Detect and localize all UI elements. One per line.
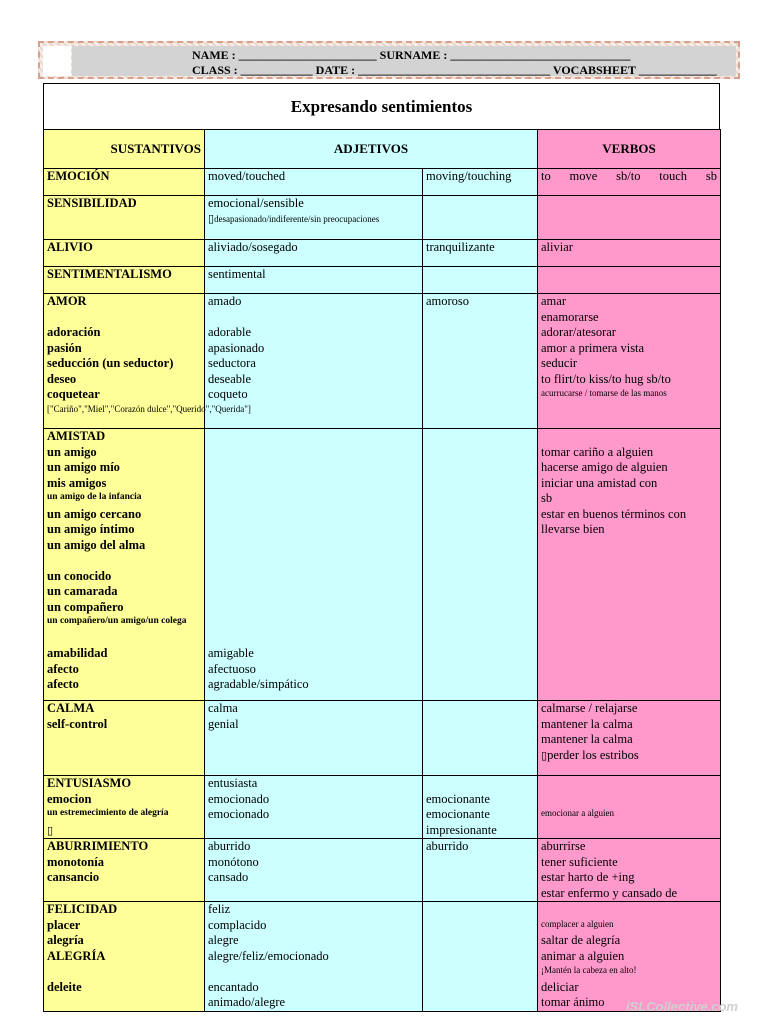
noun-cell [44,902,205,1012]
noun-line: un amigo [47,444,97,459]
adjective-line: encantado [208,979,259,994]
adjective-alt-cell [423,429,538,701]
watermark: iSLCollective.com [626,999,738,1014]
verb-line: deliciar [541,979,579,994]
table-row [44,776,721,839]
noun-cell [44,267,205,294]
noun-line: AMOR [47,294,87,308]
verb-line: estar harto de +ing [541,870,635,884]
adjective-line: feliz [208,902,231,916]
noun-line: un conocido [47,568,112,583]
adjective-alt-cell [423,196,538,240]
adjective-line: amigable [208,646,254,660]
verb-cell [538,267,721,294]
noun-line: placer [47,917,81,932]
adjective-alt-line: aburrido [426,839,469,853]
page-title: Expresando sentimientos [43,83,720,130]
adjective-alt-cell [423,267,538,294]
adjective-line: alegre/feliz/emocionado [208,948,329,963]
table-row [44,839,721,902]
adjective-line: coqueto [208,387,248,401]
adjective-line [208,600,419,616]
noun-line: afecto [47,661,79,676]
verb-line: enamorarse [541,309,599,324]
noun-line [47,964,201,980]
adjective-line [208,522,419,538]
noun-line: ["Cariño","Miel","Corazón dulce","Querido","Querida"] [47,403,251,414]
noun-line: adoración [47,325,101,339]
noun-line: alegría [47,933,84,947]
verb-line: to flirt/to kiss/to hug sb/to [541,371,671,386]
noun-line: deleite [47,979,82,994]
adjective-line: amado [208,294,242,308]
verb-cell [538,776,721,839]
adjective-line: monótono [208,854,259,869]
noun-cell [44,169,205,196]
verb-cell [538,294,721,429]
adjective-alt-line: impresionante [426,822,497,837]
verb-cell [538,429,721,701]
noun-line: coquetear [47,387,100,401]
noun-line: self-control [47,716,108,731]
noun-cell [44,429,205,701]
noun-line: cansancio [47,870,100,884]
noun-line: un amigo del alma [47,537,146,552]
noun-cell [44,196,205,240]
noun-cell [44,776,205,839]
header-line-class: CLASS : ____________ DATE : ________________________________ VOCABSHEET _____________ [192,63,717,77]
adjective-line [208,553,419,569]
table-row [44,294,721,429]
column-header-adjetivos: ADJETIVOS [205,130,538,169]
noun-line: un compañero [47,599,124,614]
adjective-line: aliviado/sosegado [208,240,298,254]
noun-line: amabilidad [47,646,108,660]
verb-cell [538,240,721,267]
adjective-line: emocional/sensible [208,196,304,210]
noun-line: seducción (un seductor) [47,356,174,370]
table-row [44,701,721,776]
adjective-alt-cell [423,776,538,839]
adjective-alt-cell [423,839,538,902]
verb-line: animar a alguien [541,948,625,963]
adjective-line: calma [208,701,238,715]
verb-line: emocionar a alguien [541,808,614,818]
adjective-line [208,445,419,461]
adjective-line: deseable [208,371,252,386]
adjective-line [208,964,419,980]
column-header-sustantivos: SUSTANTIVOS [44,130,205,169]
verb-cell [538,701,721,776]
table-row [44,902,721,1012]
verb-line: complacer a alguien [541,918,614,929]
noun-cell [44,839,205,902]
adjective-line: moved/touched [208,169,286,183]
adjective-line [208,569,419,585]
noun-line: CALMA [47,701,95,715]
table-row [44,169,721,196]
adjective-line: sentimental [208,267,266,281]
verb-line: tener suficiente [541,854,618,869]
noun-line: un estremecimiento de alegría [47,808,169,818]
adjective-line [208,310,419,326]
adjective-alt-line: tranquilizante [426,240,495,254]
adjective-alt-line: moving/touching [426,169,512,183]
verb-line [541,792,717,808]
noun-line: un amigo mío [47,460,120,474]
adjective-line [208,429,419,445]
verb-cell [538,839,721,902]
noun-line [47,823,201,839]
adjective-line: emocionado [208,807,270,821]
adjective-cell [205,701,423,776]
verb-line: ¡Mantén la cabeza en alto! [541,965,637,975]
noun-line: ALEGRÍA [47,948,106,963]
verb-cell [538,169,721,196]
noun-line: un amigo cercano [47,506,142,521]
noun-line: SENTIMENTALISMO [47,267,172,281]
verb-cell [538,196,721,240]
verb-line: iniciar una amistad con [541,475,658,490]
verb-line: sb [541,491,553,505]
adjective-alt-cell [423,294,538,429]
adjective-cell [205,196,423,240]
adjective-line: alegre [208,933,239,947]
noun-line: pasión [47,340,82,355]
noun-line: un amigo de la infancia [47,492,142,502]
adjective-line: adorable [208,325,252,339]
verb-line: estar en buenos términos con [541,506,687,521]
adjective-line [208,538,419,554]
adjective-alt-cell [423,169,538,196]
adjective-line: seductora [208,356,256,370]
adjective-line [208,631,419,647]
verb-line: to move sb/to touch sb [541,169,717,183]
verb-line: mantener la calma [541,732,633,746]
noun-line: deseo [47,371,77,386]
noun-line: ABURRIMIENTO [47,839,149,853]
noun-line [47,631,201,647]
verb-line: estar enfermo y cansado de [541,885,678,900]
adjective-line [208,491,419,507]
table-row [44,267,721,294]
verb-line [541,776,717,792]
adjective-line: cansado [208,870,249,884]
verb-line: acurrucarse / tomarse de las manos [541,388,667,398]
noun-line: un compañero/un amigo/un colega [47,616,187,626]
adjective-alt-line [426,776,534,792]
adjective-line: emocionado [208,791,270,806]
adjective-line [208,460,419,476]
adjective-cell [205,240,423,267]
adjective-alt-line: amoroso [426,294,470,308]
adjective-line: animado/alegre [208,995,286,1009]
verb-cell [538,902,721,1012]
noun-line: SENSIBILIDAD [47,196,137,210]
noun-line [47,310,201,326]
noun-line: ENTUSIASMO [47,776,132,790]
verb-line: llevarse bien [541,522,605,536]
header-line-name: NAME : _______________________ SURNAME : ______________________________ [192,48,631,62]
adjective-cell [205,902,423,1012]
adjective-line: complacido [208,917,267,932]
verb-line: saltar de alegría [541,933,621,947]
placeholder-glyph-icon: ▯ [47,823,54,837]
adjective-line [208,584,419,600]
adjective-line: aburrido [208,839,251,853]
adjective-cell [205,839,423,902]
verb-line: mantener la calma [541,716,633,731]
noun-line: monotonía [47,854,104,869]
verb-line: amar [541,294,566,308]
adjective-line: apasionado [208,340,265,355]
adjective-line [208,476,419,492]
verb-line: tomar cariño a alguien [541,444,654,459]
verb-line: tomar ánimo [541,995,605,1009]
column-header-verbos: VERBOS [538,130,721,169]
noun-line: emocion [47,791,92,806]
adjective-alt-line: emocionante [426,791,490,806]
verb-line: calmarse / relajarse [541,701,638,715]
adjective-cell [205,429,423,701]
noun-cell [44,240,205,267]
table-row [44,429,721,701]
table-row [44,196,721,240]
adjective-line [208,507,419,523]
noun-cell [44,701,205,776]
noun-line: FELICIDAD [47,902,118,916]
noun-line: AMISTAD [47,429,106,443]
verb-line: ▯perder los estribos [541,747,639,762]
adjective-alt-cell [423,701,538,776]
verb-line: adorar/atesorar [541,325,616,339]
verb-line: aliviar [541,240,573,254]
verb-line [541,429,717,445]
noun-line: mis amigos [47,475,107,490]
adjective-line: ▯desapasionado/indiferente/sin preocupaciones [208,211,380,225]
verb-line: seducir [541,356,578,370]
vocab-table [43,129,721,1012]
adjective-line: afectuoso [208,661,256,676]
adjective-alt-line: emocionante [426,807,490,821]
adjective-line: genial [208,716,239,731]
noun-line [47,553,201,569]
verb-line: hacerse amigo de alguien [541,460,668,474]
adjective-cell [205,267,423,294]
placeholder-glyph-icon: ▯ [208,211,215,225]
adjective-cell [205,169,423,196]
verb-line [541,902,717,918]
noun-line: ALIVIO [47,240,93,254]
adjective-line [208,615,419,631]
adjective-line: agradable/simpático [208,677,309,691]
adjective-cell [205,776,423,839]
adjective-line: entusiasta [208,776,258,790]
placeholder-glyph-icon: ▯ [541,748,548,762]
noun-line: un amigo íntimo [47,522,135,536]
adjective-alt-cell [423,902,538,1012]
noun-line: EMOCIÓN [47,169,110,183]
header-band [38,41,740,79]
adjective-alt-cell [423,240,538,267]
header-fields [72,46,736,76]
noun-line: un camarada [47,584,118,598]
verb-line: aburrirse [541,839,586,853]
header-corner [43,46,71,76]
verb-line: amor a primera vista [541,340,645,355]
noun-line: afecto [47,677,79,691]
table-row [44,240,721,267]
